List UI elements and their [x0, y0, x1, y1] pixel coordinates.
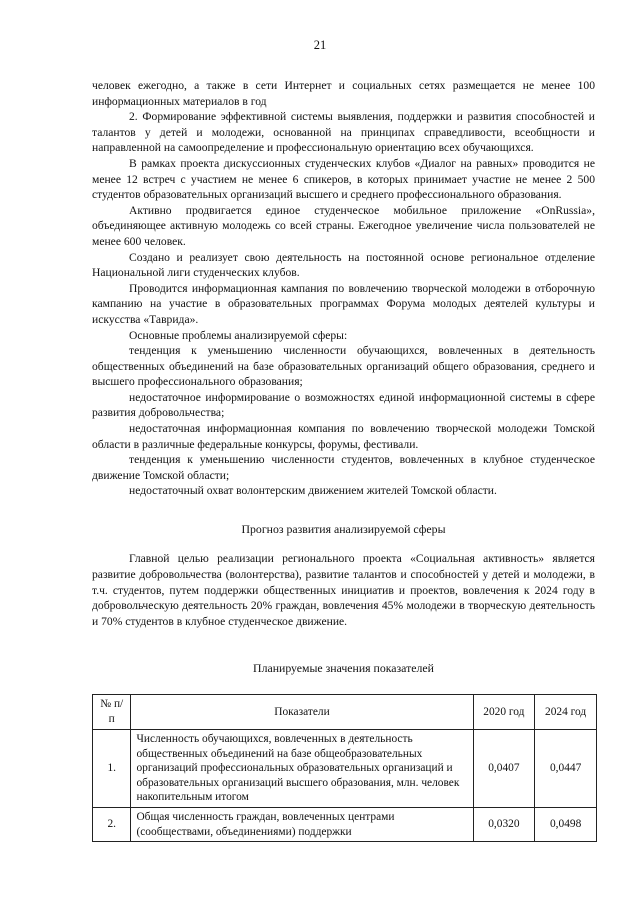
problem-item: недостаточное информирование о возможностях единой информационной системы в сфере развития добровольчества;	[92, 390, 595, 420]
header-number: № п/п	[93, 695, 131, 730]
paragraph: Активно продвигается единое студенческое мобильное приложение «OnRussia», объединяющее активную молодежь со всей страны. Ежегодное увеличение числа пользователей не менее 600 человек.	[92, 203, 595, 248]
row-indicator: Общая численность граждан, вовлеченных центрами (сообществами, объединениями) поддержки	[131, 807, 473, 841]
paragraph: Создано и реализует свою деятельность на постоянной основе региональное отделение Национальной лиги студенческих клубов.	[92, 250, 595, 280]
paragraph: Проводится информационная кампания по вовлечению творческой молодежи в отборочную кампанию на участие в образовательных программах Форума молодых деятелей культуры и искусства «Таврида».	[92, 281, 595, 326]
indicators-table	[92, 694, 597, 842]
row-value-2020: 0,0407	[473, 730, 535, 808]
header-2020: 2020 год	[473, 695, 535, 730]
problem-item: тенденция к уменьшению численности обучающихся, вовлеченных в деятельность общественных объединений на базе образовательных организаций общего образования, среднего и высшего профессионального образования;	[92, 344, 595, 389]
row-number: 1.	[93, 730, 131, 808]
table-row	[93, 730, 597, 808]
page-number: 21	[313, 38, 327, 52]
forecast-paragraph: Главной целью реализации регионального проекта «Социальная активность» является развитие добровольчества (волонтерства), развитие талантов и способностей у детей и молодежи, в т.ч. студентов, путем поддержки общественных инициатив и проектов, вовлечения к 2024 году в добровольческую деятельность 20% граждан, вовлечения 45% молодежи в творческую деятельность и 70% студентов в клубное студенческое движение.	[92, 552, 595, 629]
row-value-2024: 0,0498	[535, 807, 597, 841]
header-2024: 2024 год	[535, 695, 597, 730]
problem-item: недостаточная информационная компания по вовлечению творческой молодежи Томской области в различные федеральные конкурсы, форумы, фестивали.	[92, 422, 595, 451]
table-row	[93, 807, 597, 841]
row-number: 2.	[93, 807, 131, 841]
forecast-title: Прогноз развития анализируемой сферы	[241, 522, 446, 536]
row-value-2020: 0,0320	[473, 807, 535, 841]
body-text	[92, 78, 595, 499]
problem-item: недостаточный охват волонтерским движением жителей Томской области.	[129, 484, 497, 498]
row-value-2024: 0,0447	[535, 730, 597, 808]
problem-item: тенденция к уменьшению численности студентов, вовлеченных в клубное студенческое движение Томской области;	[92, 453, 595, 482]
paragraph: В рамках проекта дискуссионных студенческих клубов «Диалог на равных» проводится не менее 12 встреч с участием не менее 6 спикеров, в которых принимает участие не менее 2 500 студентов образовательных организаций высшего и среднего профессионального образования.	[92, 156, 595, 202]
row-indicator: Численность обучающихся, вовлеченных в деятельность общественных объединений на базе общеобразовательных организаций профессиональных образовательных организаций и образовательных организаций высшего образования, млн. человек накопительным итогом	[131, 730, 473, 808]
paragraph: человек ежегодно, а также в сети Интернет и социальных сетях размещается не менее 100 информационных материалов в год	[92, 79, 595, 108]
paragraph: Основные проблемы анализируемой сферы:	[129, 328, 348, 342]
header-indicator: Показатели	[131, 695, 473, 730]
paragraph: 2. Формирование эффективной системы выявления, поддержки и развития способностей и талантов у детей и молодежи, основанной на принципах справедливости, всеобщности и направленной на самоопределение и профессиональную ориентацию всех обучающихся.	[92, 110, 595, 155]
table-header-row	[93, 695, 597, 730]
table-title: Планируемые значения показателей	[253, 661, 434, 675]
